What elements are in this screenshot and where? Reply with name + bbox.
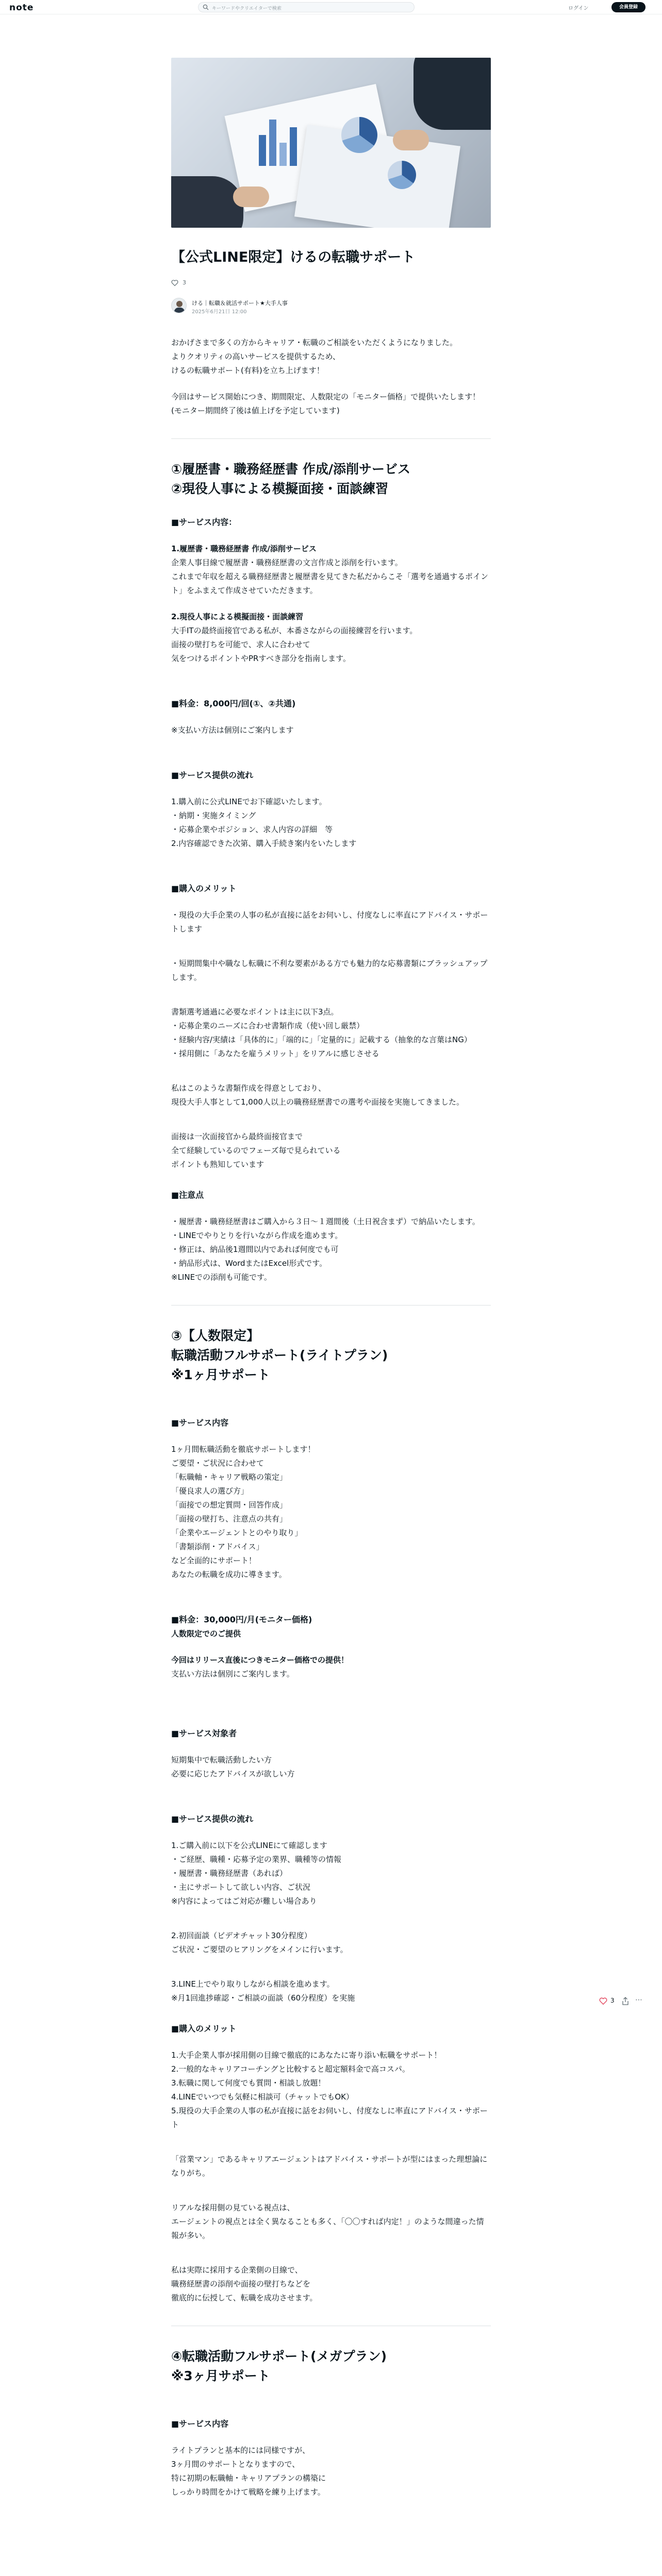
article-title: 【公式LINE限定】けるの転職サポート — [171, 249, 416, 265]
share-icon[interactable] — [622, 1997, 629, 2005]
subheading: ■サービス内容： — [171, 517, 237, 527]
paragraph: 1.履歴書・職務経歴書 作成/添削サービス — [171, 544, 317, 553]
author-block[interactable] — [171, 298, 491, 315]
subheading: ■サービス提供の流れ — [171, 1814, 254, 1824]
note-logo[interactable]: note — [9, 3, 34, 13]
paragraph: 面接は一次面接官から最終面接官まで 全て経験しているのでフェーズ毎で見られている ポイントも熟知しています — [171, 1132, 341, 1169]
subheading: ■サービス内容 — [171, 2419, 229, 2429]
paragraph: 私は実際に採用する企業側の目線で、 職務経歴書の添削や面接の壁打ちなどを 徹底的に伝授して、転職を成功させます。 — [171, 2265, 318, 2302]
paragraph: 2.現役人事による模擬面接・面談練習 — [171, 612, 304, 621]
subheading: ■サービス提供の流れ — [171, 770, 254, 780]
author-name[interactable]: ける｜転職＆就活サポート★大手人事 — [192, 300, 288, 307]
subheading: ■購入のメリット — [171, 2024, 237, 2033]
login-link[interactable]: ログイン — [568, 6, 589, 11]
paragraph: 支払い方法は個別にご案内します。 — [171, 1669, 294, 1679]
paragraph: 私はこのような書類作成を得意としており、 現役大手人事として1,000人以上の職務経歴書での選考や面接を実施してきました。 — [171, 1083, 464, 1107]
intro-paragraph: おかげさまで多くの方からキャリア・転職のご相談をいただくようになりました。 よりクオリティの高いサービスを提供するため、 けるの転職サポート(有料)を立ち上げます！ — [171, 338, 458, 375]
search-input[interactable] — [198, 2, 415, 12]
subheading: ■サービス対象者 — [171, 1728, 237, 1738]
search-placeholder: キーワードやクリエイターで検索 — [212, 6, 282, 11]
paragraph: 3.LINE上でやり取りしながら相談を進めます。 ※月1回進捗確認・ご相談の面談（60分程度）を実施 — [171, 1979, 355, 2003]
divider — [171, 438, 491, 439]
heart-icon[interactable] — [171, 279, 178, 286]
subheading: ■サービス内容 — [171, 1418, 229, 1428]
paragraph: 今回はリリース直後につきモニター価格での提供！ — [171, 1655, 349, 1665]
like-count: 3 — [610, 1997, 615, 2004]
paragraph: 1ヶ月間転職活動を徹底サポートします！ ご要望・ご状況に合わせて 「転職軸・キャリア戦略の策定」 「優良求人の選び方」 「面接での想定質問・回答作成」 「面接の壁打ち、注意点の共有」 「企業やエージェントとのやり取り」 「書類添削・アドバイス」 など全面的にサポート！ あなたの転職を成功に導きます。 — [171, 1445, 316, 1579]
more-options-icon[interactable]: ⋯ — [635, 1996, 642, 2004]
search-icon — [203, 4, 209, 10]
signup-button[interactable]: 会員登録 — [611, 2, 646, 12]
like-row — [171, 278, 491, 287]
subheading: ■注意点 — [171, 1190, 204, 1200]
subheading: ■料金：30,000円/月(モニター価格) — [171, 1615, 312, 1624]
divider — [171, 1305, 491, 1306]
section-heading: ③【人数限定】 転職活動フルサポート(ライトプラン) ※1ヶ月サポート — [171, 1328, 388, 1382]
paragraph: ライトプランと基本的には同様ですが、 3ヶ月間のサポートとなりますので、 特に初期の転職軸・キャリアプランの構築に しっかり時間をかけて戦略を練り上げます。 — [171, 2446, 326, 2497]
avatar[interactable] — [171, 298, 187, 313]
paragraph: ※支払い方法は個別にご案内します — [171, 725, 294, 735]
paragraph: 1.ご購入前に以下を公式LINEにて確認します ・ご経歴、職種・応募予定の業界、職種等の情報 ・履歴書・職務経歴書（あれば） ・主にサポートして欲しい内容、ご状況 ※内容によってはご対応が難しい場合あり — [171, 1841, 342, 1906]
article — [171, 58, 491, 2499]
like-count: 3 — [183, 279, 186, 286]
paragraph: 短期集中で転職活動したい方 必要に応じたアドバイスが欲しい方 — [171, 1755, 295, 1778]
paragraph: ・履歴書・職務経歴書はご購入から３日〜１週間後（土日祝含まず）で納品いたします。 ・LINEでやりとりを行いながら作成を進めます。 ・修正は、納品後1週間以内であれば何度でも可 ・納品形式は、WordまたはExcel形式です。 ※LINEでの添削も可能です。 — [171, 1217, 480, 1282]
subheading: ■料金：8,000円/回(①、②共通) — [171, 699, 296, 708]
paragraph: 書類選考通過に必要なポイントは主に以下3点。 ・応募企業のニーズに合わせ書類作成（使い回し厳禁） ・経験内容/実績は「具体的に」「端的に」「定量的に」記載する（抽象的な言葉はNG） ・採用側に「あなたを雇うメリット」をリアルに感じさせる — [171, 1007, 472, 1058]
publish-date: 2025年6月21日 12:00 — [192, 309, 247, 315]
paragraph: 1.大手企業人事が採用側の目線で徹底的にあなたに寄り添い転職をサポート！ 2.一般的なキャリアコーチングと比較すると超定額料金で高コスパ。 3.転職に関して何度でも質問・相談し放題！ 4.LINEでいつでも気軽に相談可（チャットでもOK） 5.現役の大手企業の人事の私が直接に話をお伺いし、付度なしに率直にアドバイス・サポート — [171, 2050, 488, 2129]
paragraph: 大手ITの最終面接官である私が、本番さながらの面接練習を行います。 面接の壁打ちを可能で、求人に合わせて 気をつけるポイントやPRすべき部分を指南します。 — [171, 626, 418, 663]
paragraph: リアルな採用側の見ている視点は、 エージェントの視点とは全く異なることも多く、「〇〇すれば内定！」のような間違った情報が多い。 — [171, 2203, 484, 2240]
floating-action-bar — [599, 1995, 651, 2007]
paragraph: ・現役の大手企業の人事の私が直接に話をお伺いし、付度なしに率直にアドバイス・サポートします — [171, 910, 488, 934]
paragraph: 1.購入前に公式LINEでお下確認いたします。 ・納期・実施タイミング ・応募企業やポジション、求人内容の詳細 等 2.内容確認できた次第、購入手続き案内をいたします — [171, 797, 357, 848]
intro-paragraph: 今回はサービス開始につき、期間限定、人数限定の「モニター価格」で提供いたします！ (モニター期間終了後は値上げを予定しています) — [171, 392, 481, 415]
paragraph: 企業人事目線で履歴書・職務経歴書の文言作成と添削を行います。 これまで年収を超える職務経歴書と履歴書を見てきた私だからこそ「選考を通過するポイント」をふまえて作成させていただきます。 — [171, 558, 489, 595]
subheading: ■購入のメリット — [171, 884, 237, 893]
paragraph: 「営業マン」であるキャリアエージェントはアドバイス・サポートが型にはまった理想論になりがち。 — [171, 2155, 488, 2178]
section-heading: ①履歴書・職務経歴書 作成/添削サービス ②現役人事による模擬面接・面談練習 — [171, 462, 411, 496]
paragraph: ・短期間集中や職なし転職に不利な要素がある方でも魅力的な応募書類にブラッシュアップします。 — [171, 959, 488, 982]
section-heading: ④転職活動フルサポート(メガプラン) ※3ヶ月サポート — [171, 2349, 387, 2383]
article-body — [171, 315, 491, 2499]
paragraph: 2.初回面談（ビデオチャット30分程度） ご状況・ご要望のヒアリングをメインに行います。 — [171, 1931, 348, 1954]
like-heart-icon[interactable] — [599, 1997, 607, 2005]
site-header — [0, 0, 662, 14]
paragraph: 人数限定でのご提供 — [171, 1629, 241, 1638]
eyecatch-image — [171, 58, 491, 228]
